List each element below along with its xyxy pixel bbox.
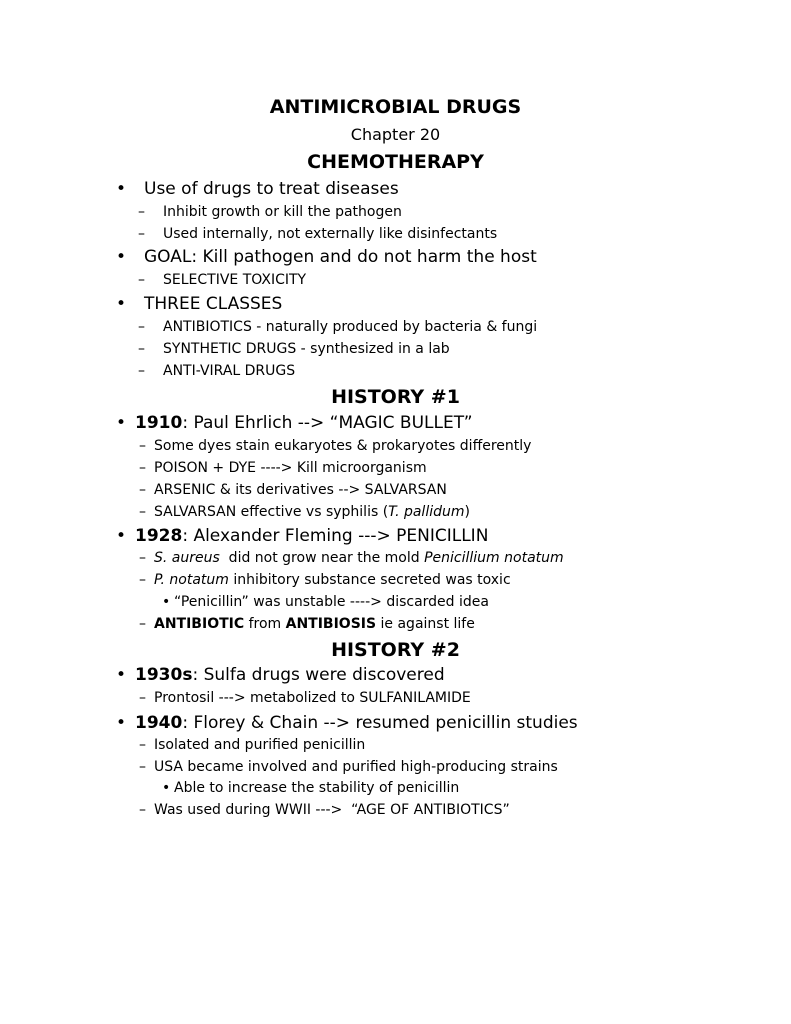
sub-bullet-text: Isolated and purified penicillin bbox=[154, 737, 366, 753]
sub-sub-bullet-text: Able to increase the stability of penicillin bbox=[174, 780, 460, 796]
sub-bullet-text: Inhibit growth or kill the pathogen bbox=[163, 204, 402, 220]
dash-marker: – bbox=[139, 616, 146, 632]
year-label: 1940 bbox=[135, 713, 183, 733]
sub-bullet-text: ANTIBIOTICS - naturally produced by bacteria & fungi bbox=[163, 319, 538, 335]
bullet-marker: • bbox=[116, 665, 127, 685]
chapter-label: Chapter 20 bbox=[350, 125, 441, 144]
sub-bullet-text: SALVARSAN effective vs syphilis (T. pallidum) bbox=[154, 504, 470, 520]
section-heading-history-2: HISTORY #2 bbox=[331, 639, 460, 661]
sub-bullet-text: Some dyes stain eukaryotes & prokaryotes differently bbox=[154, 438, 532, 454]
dash-marker: – bbox=[139, 759, 146, 775]
dash-marker: – bbox=[139, 802, 146, 818]
bullet-text: THREE CLASSES bbox=[144, 294, 283, 314]
dash-marker: – bbox=[138, 272, 145, 288]
dash-marker: – bbox=[139, 737, 146, 753]
small-bullet-marker: • bbox=[162, 594, 171, 610]
sub-bullet-text: POISON + DYE ----> Kill microorganism bbox=[154, 460, 427, 476]
bullet-text: 1930s: Sulfa drugs were discovered bbox=[135, 665, 445, 685]
dash-marker: – bbox=[139, 572, 146, 588]
bullet-marker: • bbox=[116, 526, 127, 546]
bullet-marker: • bbox=[116, 247, 127, 267]
small-bullet-marker: • bbox=[162, 780, 171, 796]
bullet-marker: • bbox=[116, 413, 127, 433]
sub-sub-bullet-text: “Penicillin” was unstable ----> discarded idea bbox=[174, 594, 489, 610]
dash-marker: – bbox=[138, 341, 145, 357]
sub-bullet-text: Used internally, not externally like disinfectants bbox=[163, 226, 498, 242]
sub-bullet-text: S. aureus did not grow near the mold Penicillium notatum bbox=[154, 550, 564, 566]
dash-marker: – bbox=[138, 363, 145, 379]
dash-marker: – bbox=[138, 204, 145, 220]
sub-bullet-text: ARSENIC & its derivatives --> SALVARSAN bbox=[154, 482, 447, 498]
document-title: ANTIMICROBIAL DRUGS bbox=[269, 96, 522, 118]
bullet-text: GOAL: Kill pathogen and do not harm the host bbox=[144, 247, 537, 267]
sub-bullet-text: SELECTIVE TOXICITY bbox=[163, 272, 307, 288]
dash-marker: – bbox=[138, 319, 145, 335]
sub-bullet-text: P. notatum inhibitory substance secreted was toxic bbox=[154, 572, 511, 588]
dash-marker: – bbox=[139, 690, 146, 706]
bullet-text: Use of drugs to treat diseases bbox=[144, 179, 399, 199]
sub-bullet-text: Was used during WWII ---> “AGE OF ANTIBIOTICS” bbox=[154, 802, 510, 818]
sub-bullet-text: ANTIBIOTIC from ANTIBIOSIS ie against life bbox=[154, 616, 475, 632]
dash-marker: – bbox=[139, 482, 146, 498]
bullet-marker: • bbox=[116, 294, 127, 314]
bullet-text: 1940: Florey & Chain --> resumed penicillin studies bbox=[135, 713, 578, 733]
bullet-marker: • bbox=[116, 713, 127, 733]
sub-bullet-text: USA became involved and purified high-producing strains bbox=[154, 759, 558, 775]
dash-marker: – bbox=[138, 226, 145, 242]
dash-marker: – bbox=[139, 460, 146, 476]
dash-marker: – bbox=[139, 504, 146, 520]
section-heading-history-1: HISTORY #1 bbox=[331, 386, 460, 408]
year-label: 1910 bbox=[135, 413, 183, 433]
sub-bullet-text: ANTI-VIRAL DRUGS bbox=[163, 363, 296, 379]
sub-bullet-text: SYNTHETIC DRUGS - synthesized in a lab bbox=[163, 341, 450, 357]
section-heading-chemotherapy: CHEMOTHERAPY bbox=[307, 151, 484, 173]
dash-marker: – bbox=[139, 550, 146, 566]
bullet-text: 1928: Alexander Fleming ---> PENICILLIN bbox=[135, 526, 489, 546]
dash-marker: – bbox=[139, 438, 146, 454]
bullet-text: 1910: Paul Ehrlich --> “MAGIC BULLET” bbox=[135, 413, 473, 433]
bullet-marker: • bbox=[116, 179, 127, 199]
sub-bullet-text: Prontosil ---> metabolized to SULFANILAMIDE bbox=[154, 690, 471, 706]
year-label: 1928 bbox=[135, 526, 183, 546]
year-label: 1930s bbox=[135, 665, 193, 685]
